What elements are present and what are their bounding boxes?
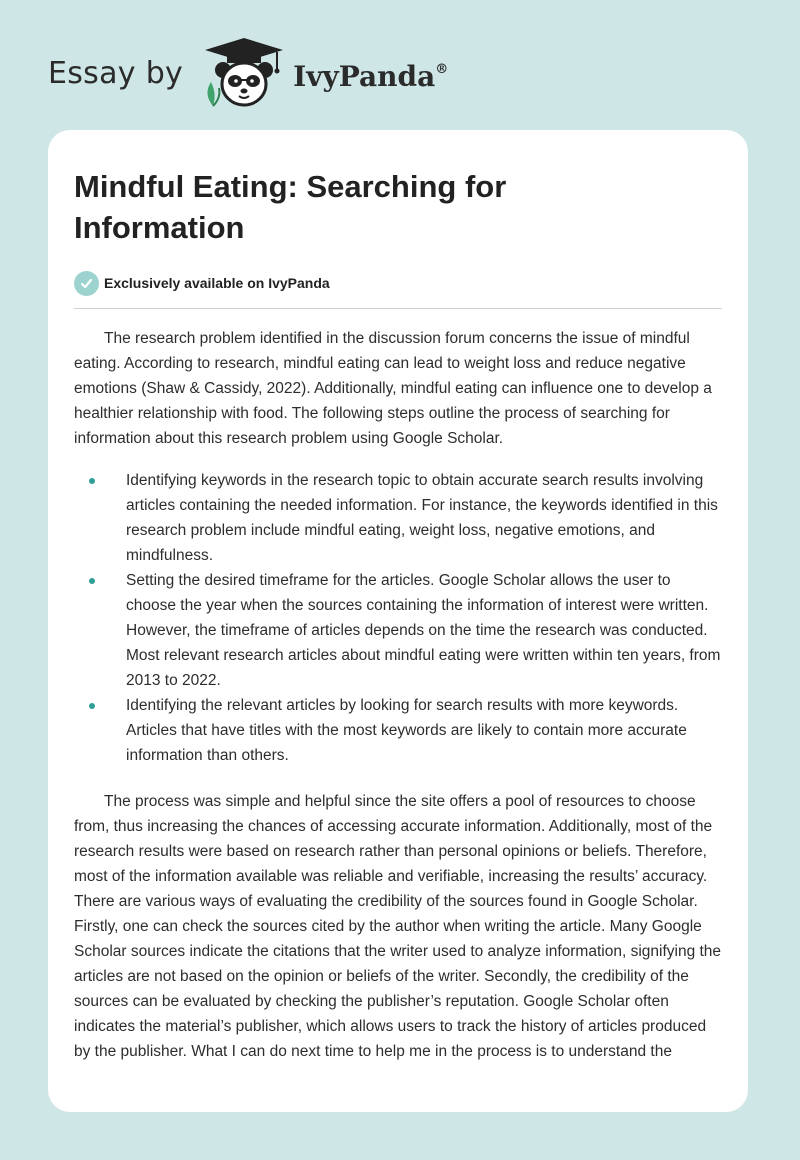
registered-mark: ® [435, 61, 449, 77]
panda-graduate-logo-icon[interactable] [199, 36, 289, 110]
bullet-dot-icon [89, 578, 95, 584]
essay-title: Mindful Eating: Searching for Information [74, 169, 507, 245]
check-icon [74, 271, 99, 296]
essay-by-label: Essay by [48, 55, 184, 91]
essay-card [48, 130, 748, 1112]
bullet-dot-icon [89, 703, 95, 709]
list-item [74, 693, 722, 768]
paragraph-intro: The research problem identified in the discussion forum concerns the issue of mindful eating. According to research, mindful eating can lead to weight loss and reduce negative emotions (Shaw & Cassidy, 2022). Additionally, mindful eating can influence one to develop a healthier relationship with food. The following steps outline the process of searching for information about this research problem using Google Scholar. [74, 330, 712, 447]
exclusive-badge [74, 270, 722, 296]
site-header [48, 36, 448, 110]
list-item-text: Identifying the relevant articles by looking for search results with more keywords. Articles that have titles with the most keywords are likely to contain more accurate information than others. [126, 697, 687, 764]
exclusive-badge-text: Exclusively available on IvyPanda [104, 275, 330, 291]
list-item-text: Identifying keywords in the research topic to obtain accurate search results involving articles containing the needed information. For instance, the keywords identified in this research problem include mindful eating, weight loss, negative emotions, and mindfulness. [126, 472, 718, 564]
steps-list [74, 468, 722, 768]
list-item-text: Setting the desired timeframe for the articles. Google Scholar allows the user to choose the year when the sources containing the information of interest were written. However, the timeframe of articles depends on the time the research was conducted. Most relevant research articles about mindful eating were written within ten years, from 2013 to 2022. [126, 572, 721, 689]
bullet-dot-icon [89, 478, 95, 484]
list-item [74, 568, 722, 693]
brand-name[interactable] [293, 60, 448, 93]
brand-text: IvyPanda [293, 59, 436, 93]
title-divider [74, 308, 722, 309]
paragraph-evaluation: The process was simple and helpful since the site offers a pool of resources to choose from, thus increasing the chances of accessing accurate information. Additionally, most of the research results were based on research rather than personal opinions or beliefs. Therefore, most of the information available was reliable and verifiable, increasing the results’ accuracy. There are various ways of evaluating the credibility of the sources found in Google Scholar. Firstly, one can check the sources cited by the author when writing the article. Many Google Scholar sources indicate the citations that the writer used to analyze information, signifying the articles are not based on the opinion or beliefs of the writer. Secondly, the credibility of the sources can be evaluated by checking the publisher’s reputation. Google Scholar often indicates the material’s publisher, which allows users to track the history of articles produced by the publisher. What I can do next time to help me in the process is to understand the [74, 793, 722, 1060]
list-item [74, 468, 722, 568]
